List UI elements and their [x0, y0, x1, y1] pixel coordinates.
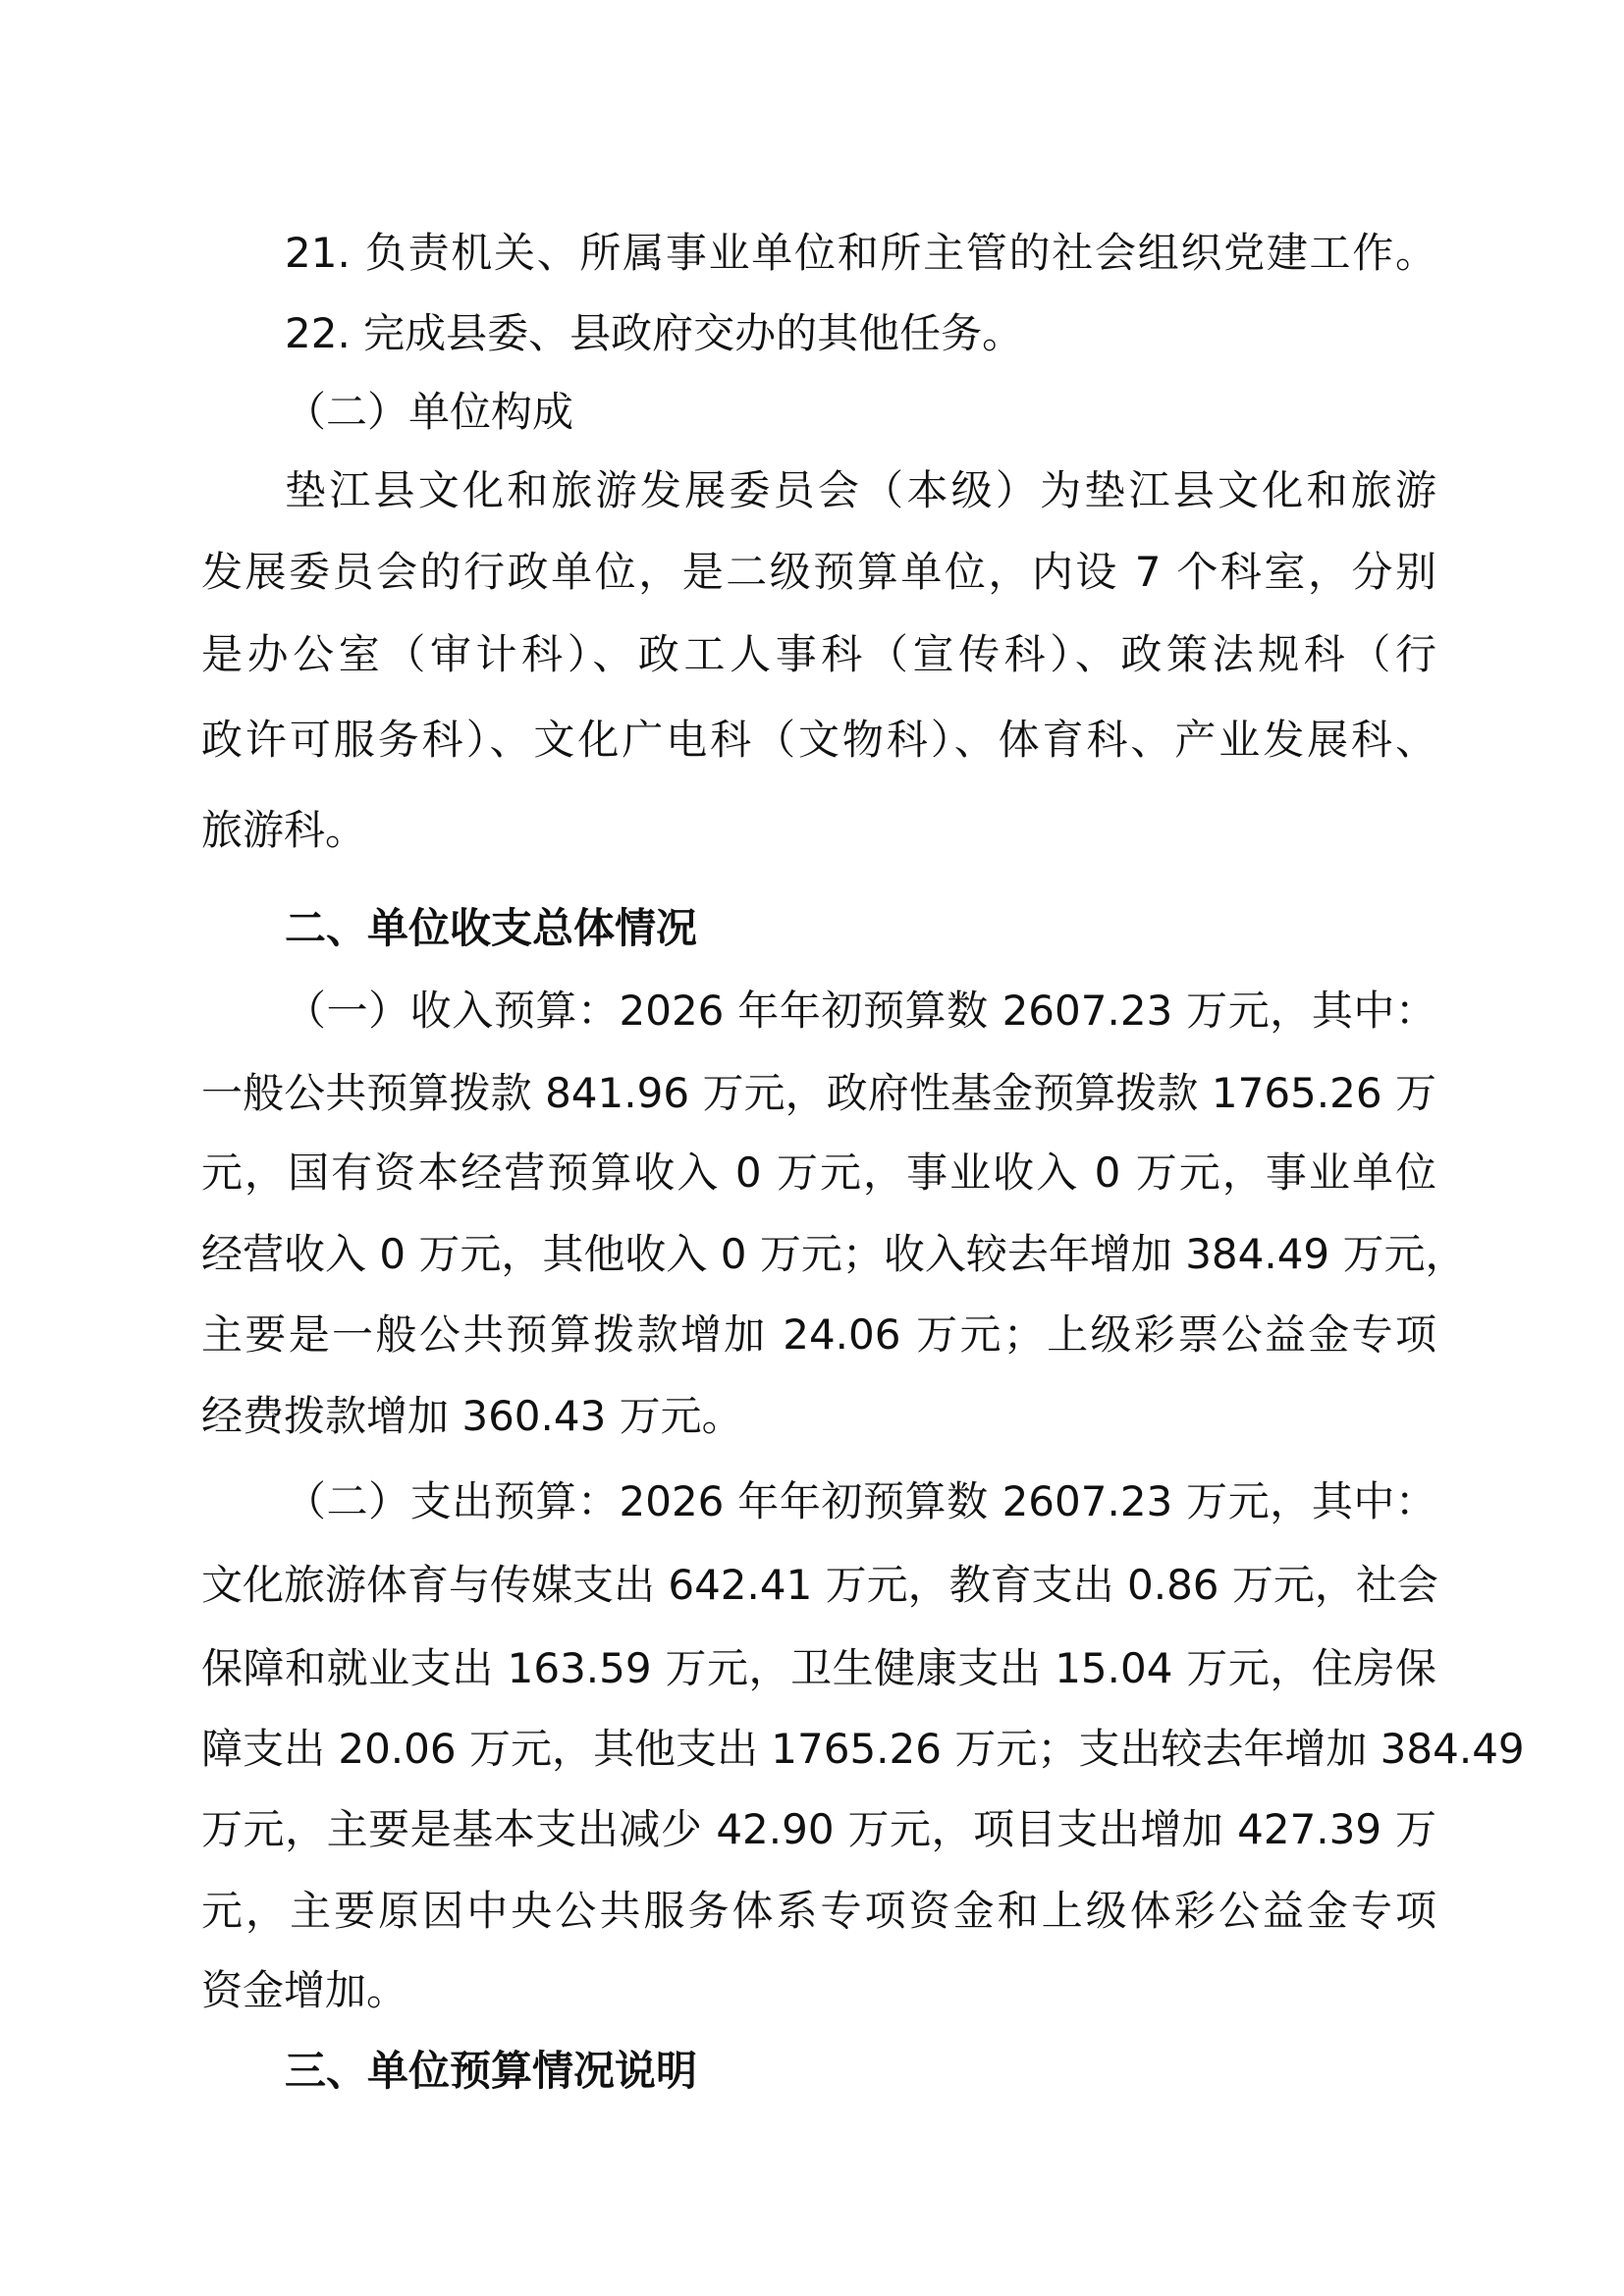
paragraph-line: 政许可服务科）、文化广电科（文物科）、体育科、产业发展科、: [201, 716, 1436, 764]
paragraph-line: 垫江县文化和旅游发展委员会（本级）为垫江县文化和旅游: [285, 466, 1436, 514]
subheading-unit-composition: （二）单位构成: [285, 388, 574, 436]
paragraph-line: 是办公室（审计科）、政工人事科（宣传科）、政策法规科（行: [201, 630, 1436, 678]
list-item-21: 21. 负责机关、所属事业单位和所主管的社会组织党建工作。: [285, 229, 1436, 277]
paragraph-line: （二）支出预算：2026 年年初预算数 2607.23 万元，其中：: [285, 1477, 1436, 1525]
paragraph-line: 万元，主要是基本支出减少 42.90 万元，项目支出增加 427.39 万: [201, 1805, 1436, 1853]
paragraph-line: 经费拨款增加 360.43 万元。: [201, 1392, 743, 1440]
section-heading-2: 二、单位收支总体情况: [285, 904, 698, 952]
section-heading-3: 三、单位预算情况说明: [285, 2047, 698, 2095]
paragraph-line: 元，主要原因中央公共服务体系专项资金和上级体彩公益金专项: [201, 1887, 1436, 1935]
paragraph-line: 发展委员会的行政单位，是二级预算单位，内设 7 个科室，分别: [201, 548, 1436, 596]
paragraph-line: 旅游科。: [201, 806, 367, 854]
paragraph-line: 一般公共预算拨款 841.96 万元，政府性基金预算拨款 1765.26 万: [201, 1069, 1436, 1117]
paragraph-line: 经营收入 0 万元，其他收入 0 万元；收入较去年增加 384.49 万元，: [201, 1230, 1467, 1278]
paragraph-line: 障支出 20.06 万元，其他支出 1765.26 万元；支出较去年增加 384.49: [201, 1725, 1525, 1773]
paragraph-line: 主要是一般公共预算拨款增加 24.06 万元；上级彩票公益金专项: [201, 1310, 1436, 1359]
paragraph-line: （一）收入预算：2026 年年初预算数 2607.23 万元，其中：: [285, 987, 1436, 1035]
paragraph-line: 保障和就业支出 163.59 万元，卫生健康支出 15.04 万元，住房保: [201, 1644, 1436, 1692]
paragraph-line: 资金增加。: [201, 1966, 408, 2014]
list-item-22: 22. 完成县委、县政府交办的其他任务。: [285, 309, 1024, 357]
paragraph-line: 元，国有资本经营预算收入 0 万元，事业收入 0 万元，事业单位: [201, 1148, 1436, 1197]
paragraph-line: 文化旅游体育与传媒支出 642.41 万元，教育支出 0.86 万元，社会: [201, 1561, 1438, 1609]
